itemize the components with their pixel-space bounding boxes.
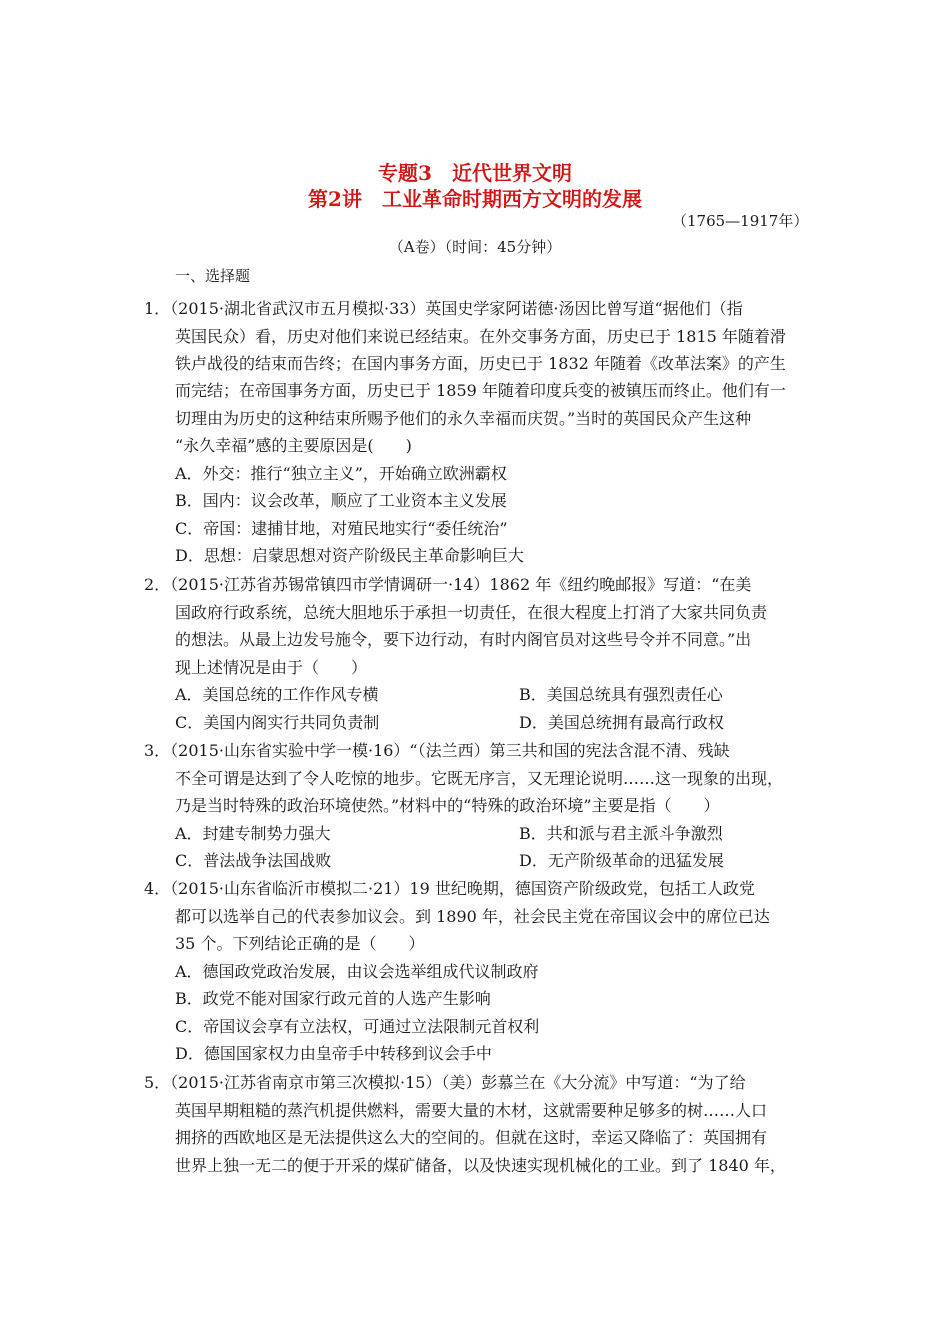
question-2-choice-c: C．美国内阁实行共同负责制 xyxy=(175,713,380,732)
question-4-line-1: 4．（2015·山东省临沂市模拟二·21）19 世纪晚期，德国资产阶级政党，包括工人政党 xyxy=(144,879,755,898)
question-5-line-4: 世界上独一无二的便于开采的煤矿储备，以及快速实现机械化的工业。到了 1840 年， xyxy=(175,1156,786,1175)
question-4-line-2: 都可以选举自己的代表参加议会。到 1890 年，社会民主党在帝国议会中的席位已达 xyxy=(175,907,770,926)
question-1-choice-b: B．国内：议会改革，顺应了工业资本主义发展 xyxy=(175,491,507,510)
question-4-choice-d: D．德国国家权力由皇帝手中转移到议会手中 xyxy=(175,1044,492,1063)
question-1-line-3: 铁卢战役的结束而告终；在国内事务方面，历史已于 1832 年随着《改革法案》的产生 xyxy=(175,354,786,373)
question-5-line-2: 英国早期粗糙的蒸汽机提供燃料，需要大量的木材，这就需要种足够多的树……人口 xyxy=(175,1101,768,1120)
question-1-line-6: “永久幸福”感的主要原因是( ) xyxy=(175,436,412,455)
question-2-choice-d: D．美国总统拥有最高行政权 xyxy=(519,713,724,732)
question-4-choice-c: C．帝国议会享有立法权，可通过立法限制元首权利 xyxy=(175,1017,540,1036)
question-2-line-1: 2．（2015·江苏省苏锡常镇四市学情调研一·14）1862 年《纽约晚邮报》写道：“在美 xyxy=(144,575,752,594)
section-heading: 一、选择题 xyxy=(175,267,251,285)
question-1-choice-a: A．外交：推行“独立主义”，开始确立欧洲霸权 xyxy=(175,464,507,483)
question-1-line-2: 英国民众）看，历史对他们来说已经结束。在外交事务方面，历史已于 1815 年随着滑 xyxy=(175,327,786,346)
question-1-choice-d: D．思想：启蒙思想对资产阶级民主革命影响巨大 xyxy=(175,546,524,565)
question-2-choice-b: B．美国总统具有强烈责任心 xyxy=(519,685,723,704)
question-2-line-2: 国政府行政系统，总统大胆地乐于承担一切责任，在很大程度上打消了大家共同负责 xyxy=(175,603,768,622)
lecture-title: 第2讲 工业革命时期西方文明的发展 xyxy=(308,187,642,211)
question-3-line-1: 3．（2015·山东省实验中学一模·16）“（法兰西）第三共和国的宪法含混不清、残缺 xyxy=(144,741,730,760)
question-5-line-1: 5．（2015·江苏省南京市第三次模拟·15）（美）彭慕兰在《大分流》中写道：“为了给 xyxy=(144,1073,746,1092)
topic-title: 专题3 近代世界文明 xyxy=(378,161,572,185)
question-3-choice-a: A．封建专制势力强大 xyxy=(175,824,331,843)
question-4-line-3: 35 个。下列结论正确的是（ ） xyxy=(175,934,425,953)
question-2-line-3: 的想法。从最上边发号施令，要下边行动，有时内阁官员对这些号令并不同意。”出 xyxy=(175,630,752,649)
question-4-choice-a: A．德国政党政治发展，由议会选举组成代议制政府 xyxy=(175,962,539,981)
question-2-line-4: 现上述情况是由于（ ） xyxy=(175,658,368,677)
question-3-choice-b: B．共和派与君主派斗争激烈 xyxy=(519,824,723,843)
question-3-line-3: 乃是当时特殊的政治环境使然。”材料中的“特殊的政治环境”主要是指（ ） xyxy=(175,796,720,815)
year-range: （1765—1917年） xyxy=(672,212,809,230)
question-1-line-1: 1．（2015·湖北省武汉市五月模拟·33）英国史学家阿诺德·汤因比曾写道“据他们（指 xyxy=(144,299,743,318)
paper-info: （A卷）（时间：45分钟） xyxy=(388,238,562,256)
question-4-choice-b: B．政党不能对国家行政元首的人选产生影响 xyxy=(175,989,491,1008)
question-1-line-5: 切理由为历史的这种结束所赐予他们的永久幸福而庆贺。”当时的英国民众产生这种 xyxy=(175,409,752,428)
question-2-choice-a: A．美国总统的工作作风专横 xyxy=(175,685,379,704)
question-5-line-3: 拥挤的西欧地区是无法提供这么大的空间的。但就在这时，幸运又降临了：英国拥有 xyxy=(175,1128,768,1147)
question-3-choice-d: D．无产阶级革命的迅猛发展 xyxy=(519,851,724,870)
question-3-line-2: 不全可谓是达到了令人吃惊的地步。它既无序言，又无理论说明……这一现象的出现， xyxy=(175,769,784,788)
question-3-choice-c: C．普法战争法国战败 xyxy=(175,851,332,870)
question-1-line-4: 而完结；在帝国事务方面，历史已于 1859 年随着印度兵变的被镇压而终止。他们有一 xyxy=(175,381,786,400)
question-1-choice-c: C．帝国：逮捕甘地，对殖民地实行“委任统治” xyxy=(175,519,508,538)
